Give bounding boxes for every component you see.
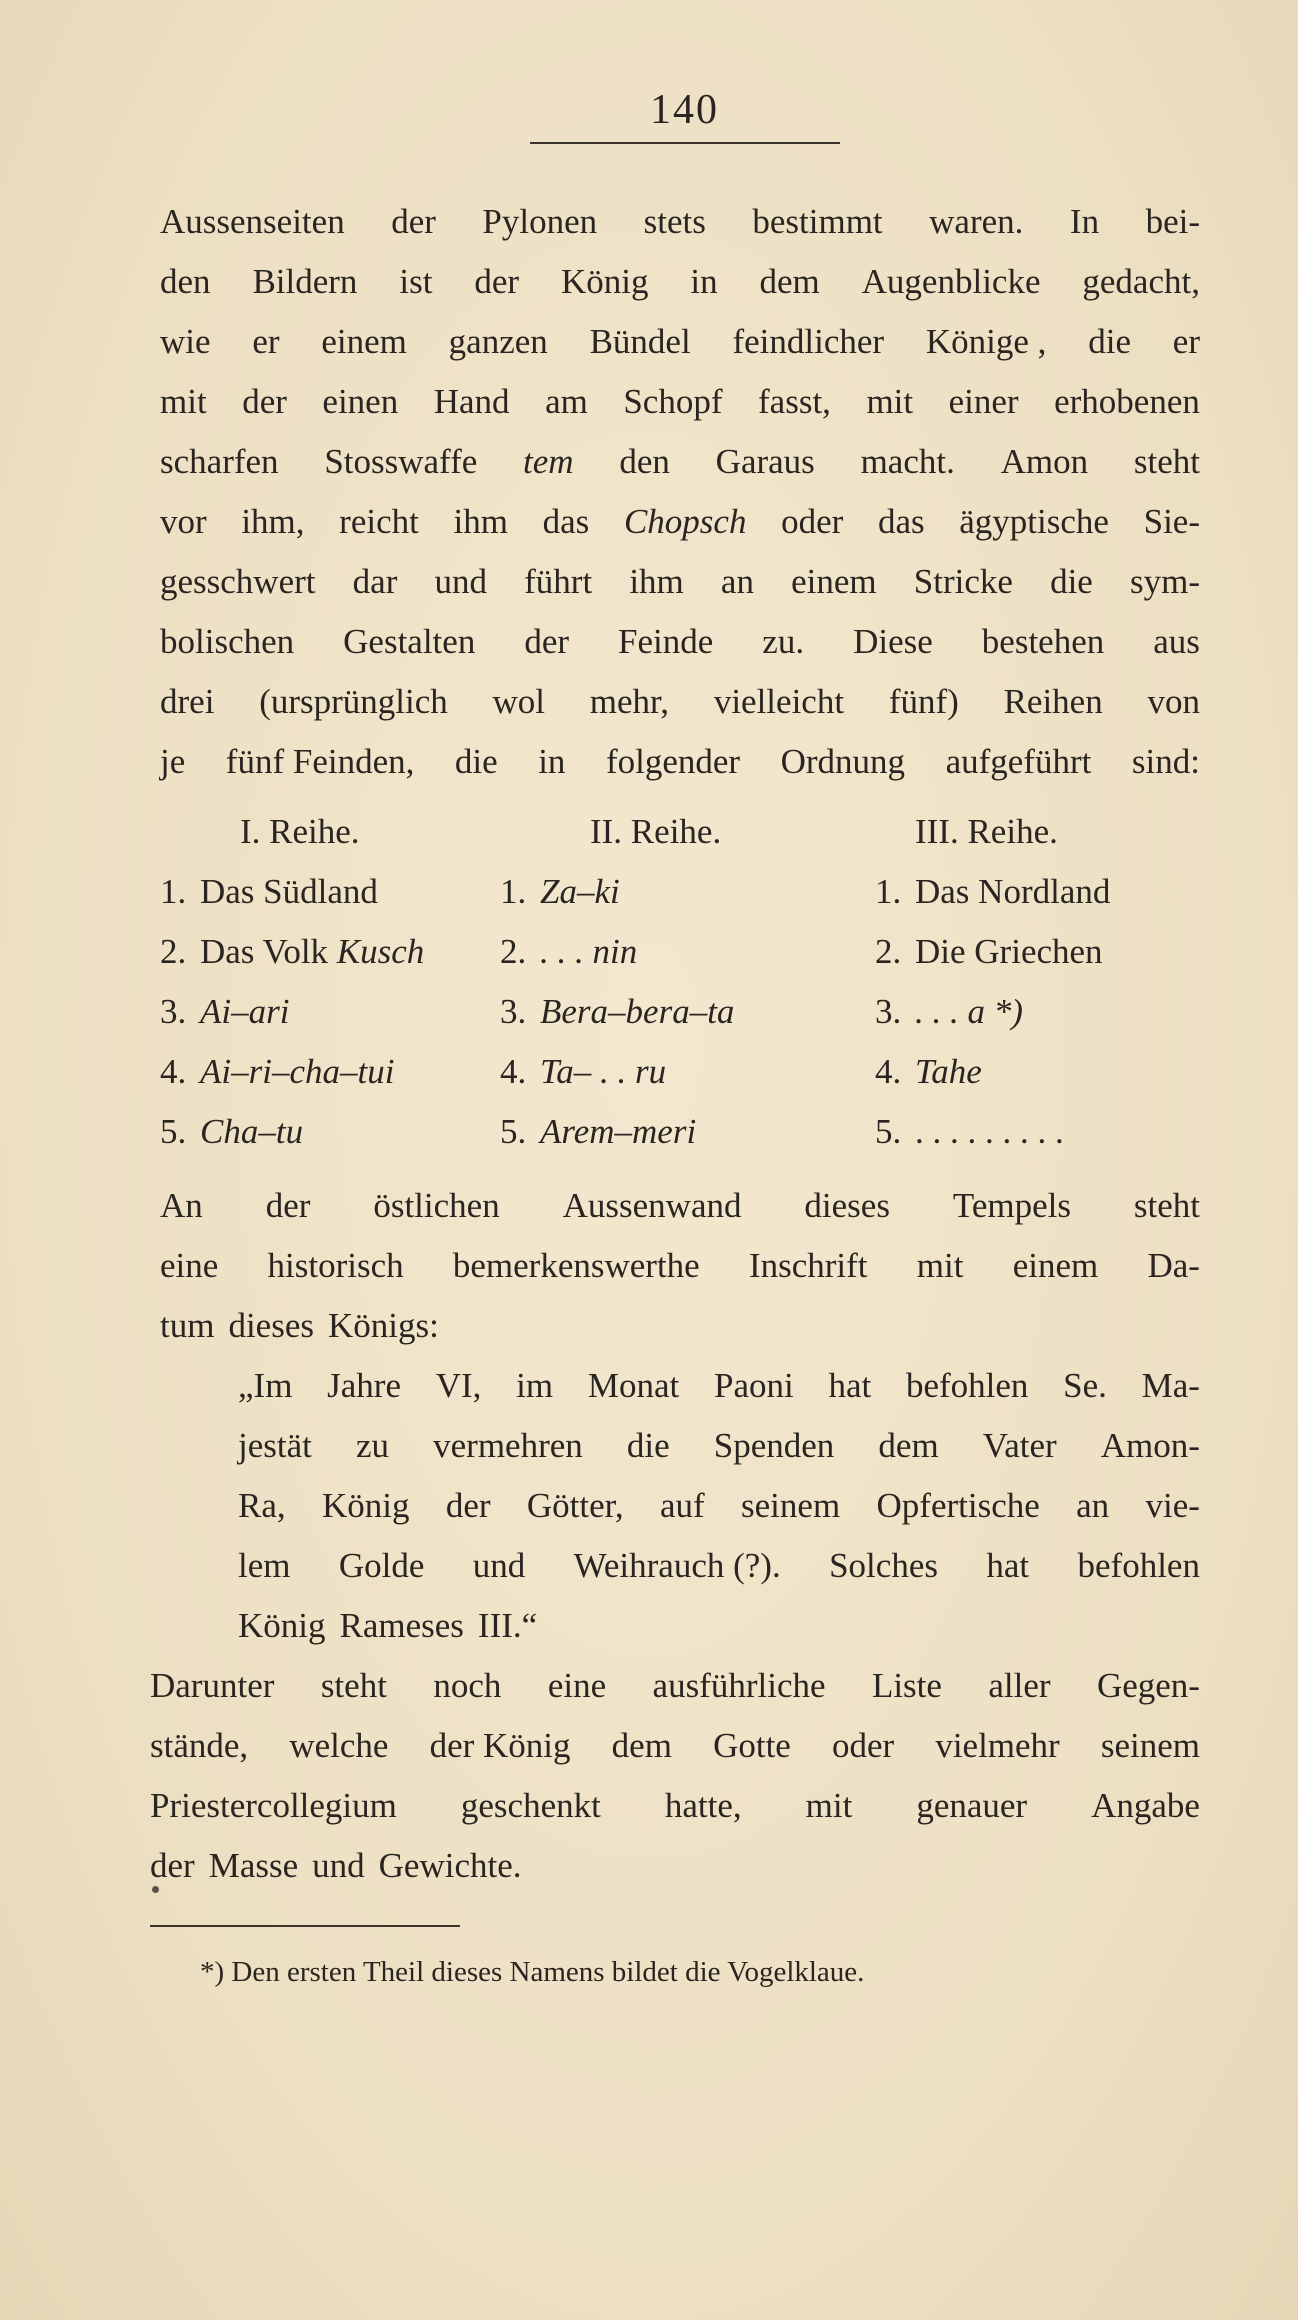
item-number: 3. [160, 992, 187, 1031]
word: aller [988, 1666, 1051, 1705]
word: dieses [228, 1306, 314, 1345]
word: Stosswaffe [324, 442, 478, 481]
word: führt [524, 562, 593, 601]
word: die [1088, 322, 1131, 361]
item-name: . . . . . . . . . [915, 1112, 1064, 1151]
word: jestät [238, 1426, 312, 1465]
word: Amon- [1100, 1426, 1200, 1465]
word: tem [523, 442, 574, 481]
word: reicht [339, 502, 419, 541]
word: der [265, 1186, 311, 1225]
word: der König [429, 1726, 571, 1765]
word: der [242, 382, 287, 421]
word: Hand [433, 382, 510, 421]
text-line [160, 1296, 1200, 1356]
word: im [516, 1366, 554, 1405]
word: ganzen [448, 322, 548, 361]
item-name: Das Nordland [915, 872, 1111, 911]
word: Ordnung [780, 742, 906, 781]
word: Aussenseiten [160, 202, 345, 241]
word: mit [916, 1246, 964, 1285]
word: den [160, 262, 211, 301]
enemy-list-table [160, 802, 1200, 1162]
word: waren. [929, 202, 1024, 241]
item-number: 4. [160, 1052, 187, 1091]
text-line [160, 672, 1200, 732]
word: die [626, 1426, 670, 1465]
word: Solches [829, 1546, 938, 1585]
word: Spenden [713, 1426, 835, 1465]
word: sind: [1131, 742, 1200, 781]
footnote: *) Den ersten Theil dieses Namens bildet die Vogelklaue. [200, 1956, 865, 1988]
word: macht. [860, 442, 955, 481]
word: Rameses [339, 1606, 464, 1645]
word: befohlen [905, 1366, 1029, 1405]
word: VI, [435, 1366, 482, 1405]
word: dar [352, 562, 398, 601]
word: Se. [1063, 1366, 1107, 1405]
word: einer [948, 382, 1019, 421]
word: einem [1012, 1246, 1099, 1285]
word: steht [1133, 442, 1200, 481]
text-line [238, 1596, 1200, 1656]
word: der [391, 202, 436, 241]
item-number: 2. [500, 932, 527, 971]
column-header: I. Reihe. [240, 812, 360, 851]
table-row [160, 1102, 1200, 1162]
word: bolischen [160, 622, 295, 661]
word: III.“ [477, 1606, 538, 1645]
word: Götter, [526, 1486, 624, 1525]
word: der [150, 1846, 195, 1885]
item-name: Das Volk [200, 932, 337, 971]
word: Golde [338, 1546, 425, 1585]
table-cell [160, 922, 424, 982]
table-cell [500, 1102, 696, 1162]
word: seinem [741, 1486, 841, 1525]
word: vielleicht [713, 682, 845, 721]
word: am [545, 382, 588, 421]
word: einen [322, 382, 399, 421]
word: ausführliche [652, 1666, 826, 1705]
item-name: Cha–tu [200, 1112, 304, 1151]
item-number: 2. [875, 932, 902, 971]
table-row [160, 862, 1200, 922]
text-line [238, 1476, 1200, 1536]
word: welche [289, 1726, 389, 1765]
word: stände, [150, 1726, 249, 1765]
text-line [150, 1776, 1200, 1836]
word: hat [986, 1546, 1030, 1585]
table-cell [875, 922, 1103, 982]
word: vermehren [433, 1426, 583, 1465]
item-number: 5. [875, 1112, 902, 1151]
word: an [1076, 1486, 1110, 1525]
word: tum [160, 1306, 215, 1345]
word: Angabe [1091, 1786, 1200, 1825]
word: in [690, 262, 718, 301]
word: Feinde [618, 622, 714, 661]
word: Stricke [913, 562, 1013, 601]
header-rule [530, 142, 840, 144]
table-cell [875, 1042, 982, 1102]
word: fünf Feinden, [225, 742, 415, 781]
word: Aussenwand [562, 1186, 742, 1225]
word: dem [611, 1726, 672, 1765]
table-cell [500, 982, 734, 1042]
word: das [542, 502, 590, 541]
text-line [150, 1716, 1200, 1776]
word: Diese [853, 622, 933, 661]
word: zu [355, 1426, 390, 1465]
word: bemerkenswerthe [452, 1246, 700, 1285]
word: Schopf [623, 382, 723, 421]
word: Tempels [952, 1186, 1071, 1225]
word: Könige , [925, 322, 1047, 361]
inscription-quote [238, 1356, 1200, 1656]
word: ihm [629, 562, 684, 601]
word: (ursprünglich [259, 682, 448, 721]
item-number: 1. [160, 872, 187, 911]
page-header [530, 84, 840, 136]
word: bei- [1145, 202, 1200, 241]
text-line [238, 1416, 1200, 1476]
word: mehr, [589, 682, 670, 721]
word: von [1147, 682, 1200, 721]
word: Königs: [328, 1306, 439, 1345]
word: König [238, 1606, 326, 1645]
item-number: 3. [500, 992, 527, 1031]
word: fünf) [888, 682, 959, 721]
table-cell [160, 982, 289, 1042]
word: „Im [238, 1366, 293, 1405]
item-number: 5. [500, 1112, 527, 1151]
item-name: Arem–meri [540, 1112, 697, 1151]
item-name: Ta– . . ru [540, 1052, 667, 1091]
item-name: Das Südland [200, 872, 378, 911]
table-cell [160, 862, 378, 922]
word: mit [160, 382, 207, 421]
word: lem [238, 1546, 291, 1585]
word: und [434, 562, 487, 601]
word: Masse [208, 1846, 299, 1885]
word: fasst, [758, 382, 831, 421]
word: zu. [762, 622, 805, 661]
word: Chopsch [623, 502, 747, 541]
text-line [160, 192, 1200, 252]
table-cell [875, 862, 1110, 922]
word: der [474, 262, 520, 301]
text-line [160, 312, 1200, 372]
item-number: 3. [875, 992, 902, 1031]
word: dem [759, 262, 820, 301]
word: Opfertische [876, 1486, 1040, 1525]
word: erhobenen [1054, 382, 1200, 421]
word: historisch [267, 1246, 404, 1285]
word: Amon [1000, 442, 1089, 481]
word: er [1172, 322, 1200, 361]
word: gedacht, [1082, 262, 1200, 301]
word: bestimmt [752, 202, 883, 241]
word: und [312, 1846, 365, 1885]
word: auf [659, 1486, 705, 1525]
word: Gegen- [1096, 1666, 1200, 1705]
table-row [160, 922, 1200, 982]
item-number: 4. [500, 1052, 527, 1091]
table-row [160, 982, 1200, 1042]
table-cell [160, 1042, 394, 1102]
table-row [160, 1042, 1200, 1102]
word: das [877, 502, 925, 541]
item-name: Tahe [915, 1052, 982, 1091]
text-line [160, 1236, 1200, 1296]
column-header: II. Reihe. [590, 812, 722, 851]
item-name: Ai–ri–cha–tui [200, 1052, 395, 1091]
word: stets [643, 202, 706, 241]
item-name: Bera–bera–ta [540, 992, 735, 1031]
word: geschenkt [460, 1786, 601, 1825]
word: Priestercollegium [150, 1786, 397, 1825]
word: oder [831, 1726, 895, 1765]
word: Bündel [589, 322, 691, 361]
table-cell [160, 1102, 303, 1162]
word: Weihrauch (?). [573, 1546, 781, 1585]
word: ihm, [241, 502, 305, 541]
word: der [445, 1486, 491, 1525]
page-number: 140 [650, 87, 719, 133]
word: In [1069, 202, 1100, 241]
footnote-rule [150, 1925, 460, 1927]
item-name-italic: Kusch [336, 932, 425, 971]
word: Darunter [150, 1666, 275, 1705]
word: steht [320, 1666, 387, 1705]
word: den [619, 442, 670, 481]
word: hat [828, 1366, 872, 1405]
word: vie- [1145, 1486, 1200, 1525]
word: folgender [605, 742, 741, 781]
word: mit [866, 382, 914, 421]
word: je [160, 742, 186, 781]
word: Garaus [715, 442, 815, 481]
item-name: . . . a *) [915, 992, 1023, 1031]
item-name: Ai–ari [200, 992, 290, 1031]
word: Inschrift [748, 1246, 868, 1285]
word: ist [399, 262, 433, 301]
word: Liste [871, 1666, 942, 1705]
item-number: 1. [875, 872, 902, 911]
column-header: III. Reihe. [915, 812, 1058, 851]
word: Monat [587, 1366, 680, 1405]
paragraph-2 [160, 1176, 1200, 1356]
table-cell [875, 982, 1023, 1042]
word: wie [160, 322, 211, 361]
word: König [321, 1486, 410, 1525]
word: An [160, 1186, 203, 1225]
word: vor [160, 502, 207, 541]
word: die [454, 742, 498, 781]
word: Gewichte. [378, 1846, 522, 1885]
text-line [160, 432, 1200, 492]
word: Ma- [1141, 1366, 1200, 1405]
word: aufgeführt [945, 742, 1092, 781]
table-header-row [160, 802, 1200, 862]
text-line [160, 372, 1200, 432]
word: König [560, 262, 649, 301]
word: eine [160, 1246, 219, 1285]
word: ägyptische [959, 502, 1109, 541]
text-line [160, 552, 1200, 612]
text-line [160, 492, 1200, 552]
word: ihm [453, 502, 508, 541]
word: Paoni [713, 1366, 794, 1405]
word: gesschwert [160, 562, 316, 601]
word: befohlen [1077, 1546, 1200, 1585]
word: Ra, [238, 1486, 286, 1525]
word: Gotte [713, 1726, 791, 1765]
word: mit [805, 1786, 853, 1825]
word: bestehen [981, 622, 1105, 661]
table-cell [500, 1042, 666, 1102]
text-line [150, 1656, 1200, 1716]
item-name: . . . nin [540, 932, 638, 971]
text-line [150, 1836, 1200, 1896]
item-number: 1. [500, 872, 527, 911]
text-line [160, 732, 1200, 792]
word: genauer [916, 1786, 1028, 1825]
table-cell [875, 1102, 1064, 1162]
text-line [160, 612, 1200, 672]
text-line [238, 1356, 1200, 1416]
paragraph-1 [160, 192, 1200, 792]
ink-spot [152, 1886, 159, 1893]
word: und [472, 1546, 526, 1585]
item-name: Za–ki [540, 872, 620, 911]
word: wol [492, 682, 546, 721]
word: Augenblicke [861, 262, 1041, 301]
word: seinem [1100, 1726, 1200, 1765]
word: vielmehr [935, 1726, 1060, 1765]
word: Bildern [252, 262, 358, 301]
word: Sie- [1143, 502, 1200, 541]
word: sym- [1129, 562, 1200, 601]
word: an [720, 562, 754, 601]
word: noch [433, 1666, 502, 1705]
word: Gestalten [343, 622, 476, 661]
word: Jahre [327, 1366, 402, 1405]
word: Vater [982, 1426, 1057, 1465]
word: eine [547, 1666, 607, 1705]
word: Reihen [1003, 682, 1103, 721]
item-number: 2. [160, 932, 187, 971]
word: dem [878, 1426, 939, 1465]
word: er [252, 322, 280, 361]
word: Da- [1147, 1246, 1200, 1285]
word: feindlicher [732, 322, 885, 361]
word: oder [781, 502, 844, 541]
word: scharfen [160, 442, 279, 481]
word: einem [321, 322, 407, 361]
word: die [1050, 562, 1093, 601]
item-name: Die Griechen [915, 932, 1103, 971]
table-cell [500, 862, 620, 922]
word: drei [160, 682, 215, 721]
text-line [160, 1176, 1200, 1236]
text-line [160, 252, 1200, 312]
item-number: 5. [160, 1112, 187, 1151]
word: Pylonen [482, 202, 598, 241]
word: der [524, 622, 570, 661]
word: hatte, [664, 1786, 742, 1825]
word: einem [791, 562, 877, 601]
word: dieses [804, 1186, 890, 1225]
table-cell [500, 922, 637, 982]
text-line [238, 1536, 1200, 1596]
word: aus [1153, 622, 1200, 661]
word: in [538, 742, 566, 781]
word: östlichen [373, 1186, 500, 1225]
word: steht [1133, 1186, 1200, 1225]
paragraph-3 [150, 1656, 1200, 1896]
item-number: 4. [875, 1052, 902, 1091]
